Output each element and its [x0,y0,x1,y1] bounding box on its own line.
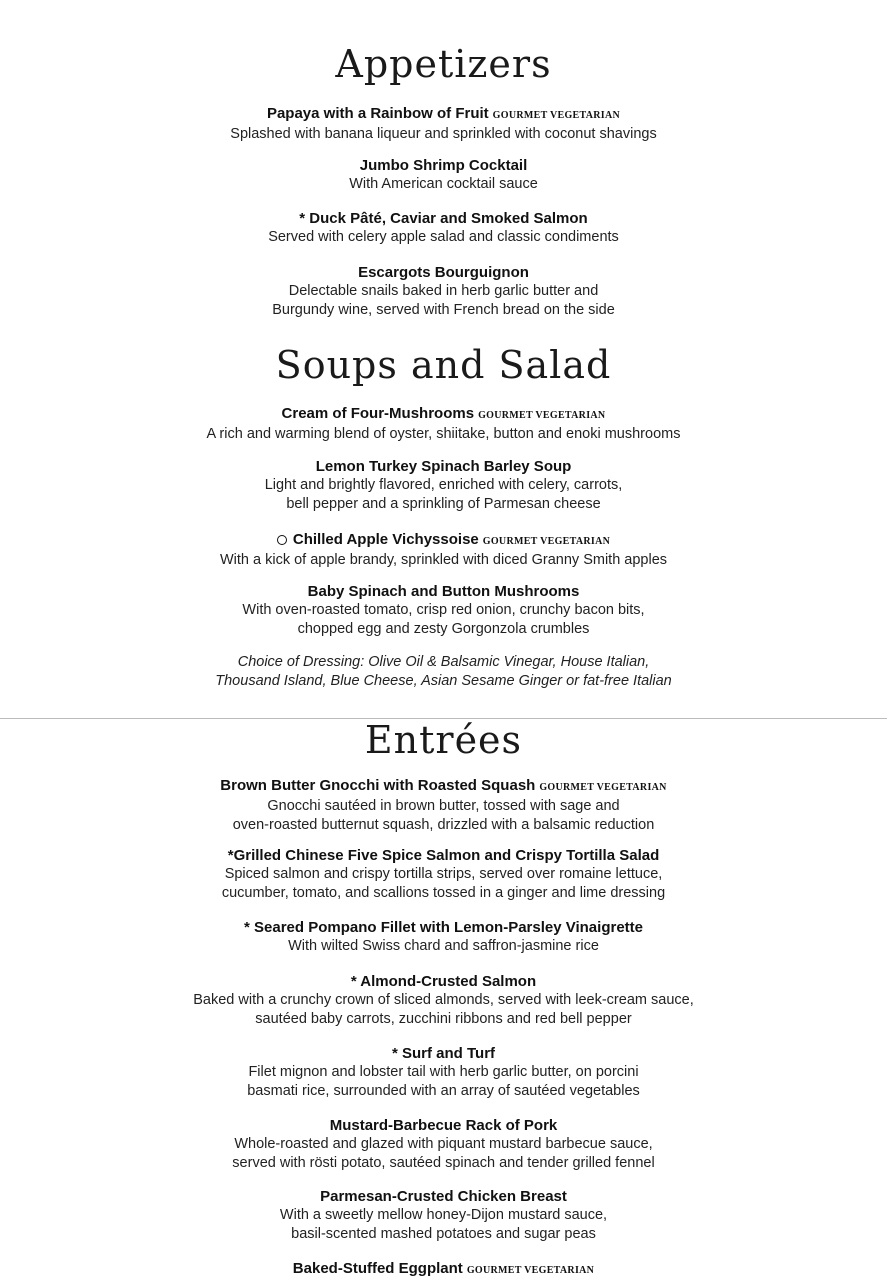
menu-item [0,1116,887,1172]
menu-item [0,530,887,570]
item-description: With oven-roasted tomato, crisp red onion, crunchy bacon bits, [242,602,645,618]
item-name: Brown Butter Gnocchi with Roasted Squash [220,777,536,794]
menu-item [0,1187,887,1243]
menu-item [0,263,887,319]
item-description: With a sweetly mellow honey-Dijon mustard sauce, [279,1207,608,1223]
item-description: With a kick of apple brandy, sprinkled with diced Granny Smith apples [219,552,668,568]
menu-item [0,1044,887,1100]
item-description: A rich and warming blend of oyster, shiitake, button and enoki mushrooms [206,426,681,442]
item-description: sautéed baby carrots, zucchini ribbons and red bell pepper [255,1010,632,1027]
menu-item [0,776,887,834]
item-description: oven-roasted butternut squash, drizzled with a balsamic reduction [232,816,655,833]
item-description: chopped egg and zesty Gorgonzola crumbles [297,620,590,637]
item-description: Delectable snails baked in herb garlic butter and [288,283,599,299]
item-name: Lemon Turkey Spinach Barley Soup [315,458,572,475]
item-description: basmati rice, surrounded with an array of sautéed vegetables [247,1082,640,1099]
item-name: * Almond-Crusted Salmon [350,973,537,990]
menu-item [0,209,887,247]
gourmet-vegetarian-tag: GOURMET VEGETARIAN [539,782,667,793]
item-name: * Duck Pâté, Caviar and Smoked Salmon [299,210,588,227]
item-name: Jumbo Shrimp Cocktail [359,157,528,174]
menu-item [0,156,887,194]
menu-item [0,582,887,638]
soups-salad-heading: Soups and Salad [275,343,612,387]
item-description: Spiced salmon and crispy tortilla strips, served over romaine lettuce, [224,866,663,882]
item-description: Whole-roasted and glazed with piquant mustard barbecue sauce, [234,1136,653,1152]
menu-item [0,972,887,1028]
item-name: Papaya with a Rainbow of Fruit [266,105,489,122]
item-description: bell pepper and a sprinkling of Parmesan cheese [286,495,601,512]
gourmet-vegetarian-tag: GOURMET VEGETARIAN [482,536,611,547]
item-name: * Seared Pompano Fillet with Lemon-Parsley Vinaigrette [244,919,643,936]
dressing-line: Choice of Dressing: Olive Oil & Balsamic Vinegar, House Italian, [237,654,650,670]
menu-item [0,404,887,444]
item-name: Escargots Bourguignon [358,264,529,281]
menu-item [0,846,887,902]
menu-item [0,918,887,956]
item-name: Baby Spinach and Button Mushrooms [307,583,580,600]
item-name: Chilled Apple Vichyssoise [292,531,479,548]
item-name: Parmesan-Crusted Chicken Breast [320,1188,567,1205]
gourmet-vegetarian-tag: GOURMET VEGETARIAN [478,410,606,421]
entrees-heading: Entrées [364,718,523,762]
item-name: * Surf and Turf [391,1045,496,1062]
dressing-line: Thousand Island, Blue Cheese, Asian Sesame Ginger or fat-free Italian [215,672,672,689]
item-description: Splashed with banana liqueur and sprinkled with coconut shavings [230,126,657,142]
item-description: Gnocchi sautéed in brown butter, tossed with sage and [267,798,620,814]
item-description: Served with celery apple salad and classic condiments [268,229,619,245]
item-description: Light and brightly flavored, enriched with celery, carrots, [264,477,623,493]
item-description: With American cocktail sauce [349,176,538,192]
item-description: With wilted Swiss chard and saffron-jasmine rice [288,938,599,954]
dressing-note [0,653,887,690]
item-description: basil-scented mashed potatoes and sugar peas [291,1225,596,1242]
item-name: Mustard-Barbecue Rack of Pork [329,1117,558,1134]
item-name: *Grilled Chinese Five Spice Salmon and Crispy Tortilla Salad [227,847,660,864]
menu-item [0,1259,887,1280]
gourmet-vegetarian-tag: GOURMET VEGETARIAN [466,1265,595,1276]
menu-item [0,104,887,144]
item-name: Cream of Four-Mushrooms [281,405,475,422]
item-description: Baked with a crunchy crown of sliced almonds, served with leek-cream sauce, [193,992,694,1008]
gourmet-vegetarian-tag: GOURMET VEGETARIAN [492,110,621,121]
appetizers-heading: Appetizers [335,42,552,86]
chilled-soup-icon [277,535,287,545]
item-description: cucumber, tomato, and scallions tossed in a ginger and lime dressing [221,884,666,901]
menu-item [0,457,887,513]
item-description: served with rösti potato, sautéed spinach and tender grilled fennel [232,1154,655,1171]
item-description: Filet mignon and lobster tail with herb garlic butter, on porcini [248,1064,639,1080]
item-description: Burgundy wine, served with French bread on the side [272,301,615,318]
item-name: Baked-Stuffed Eggplant [292,1260,463,1277]
